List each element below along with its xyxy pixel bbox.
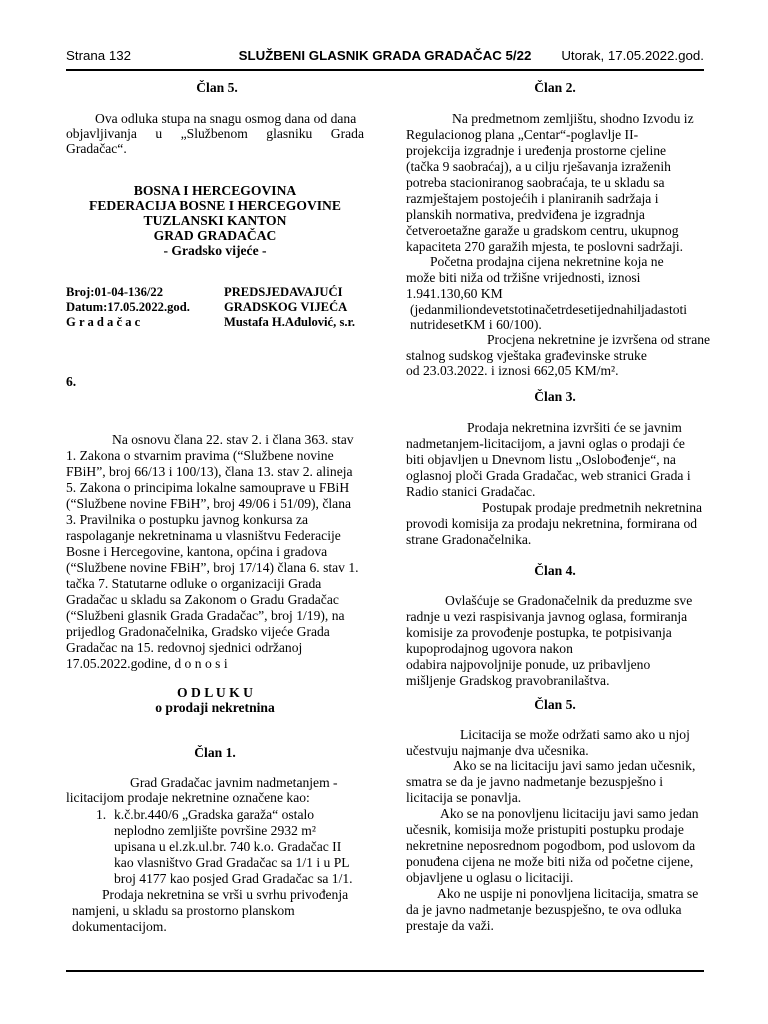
preamble-line: 17.05.2022.godine, d o n o s i bbox=[66, 656, 228, 671]
clan2-price: 1.941.130,60 KM bbox=[406, 286, 503, 301]
preamble-line: prijedlog Gradonačelnika, Gradsko vijeće Grada bbox=[66, 624, 330, 639]
clan2-line: potreba stacioniranog saobraćaja, te u skladu sa bbox=[406, 175, 665, 190]
preamble-line: (“Službeni glasnik Grada Gradačac”, broj 1/19), na bbox=[66, 608, 345, 623]
heading-canton: TUZLANSKI KANTON bbox=[143, 213, 287, 228]
clan5-right-line: objavljene u oglasu o licitaciji. bbox=[406, 870, 574, 885]
clan2-line: nutridesetKM i 60/100). bbox=[410, 317, 542, 332]
heading-country: BOSNA I HERCEGOVINA bbox=[133, 183, 297, 198]
clan4-line: Ovlašćuje se Gradonačelnik da preduzme sve bbox=[445, 593, 693, 608]
page-header bbox=[66, 46, 704, 66]
list-item-line: neplodno zemljište površine 2932 m² bbox=[114, 823, 316, 838]
signature-title: PREDSJEDAVAJUĆI bbox=[224, 285, 343, 299]
clan5-right-line: Ako se na ponovljenu licitaciju javi samo jedan bbox=[440, 806, 699, 821]
clan1-line: licitacijom prodaje nekretnine označene kao: bbox=[66, 790, 310, 805]
document-date: Datum:17.05.2022.god. bbox=[66, 300, 190, 314]
preamble-line: raspolaganje nekretninama u vlasništvu Federacije bbox=[66, 528, 341, 543]
clan5-right-line: Licitacija se može održati samo ako u njoj bbox=[460, 727, 690, 742]
clan3-title: Član 3. bbox=[534, 389, 576, 404]
heading-federation: FEDERACIJA BOSNE I HERCEGOVINE bbox=[89, 198, 341, 213]
clan4-line: kupoprodajnog ugovora nakon bbox=[406, 641, 573, 656]
preamble-line: Gradačac na 15. redovnoj sjednici održanoj bbox=[66, 640, 303, 655]
preamble-line: Bosne i Hercegovine, kantona, općina i gradova bbox=[66, 544, 328, 559]
page-number: Strana 132 bbox=[66, 48, 132, 63]
clan4-line: mišljenje Gradskog pravobranilaštva. bbox=[406, 673, 610, 688]
signature-body: GRADSKOG VIJEĆA bbox=[224, 300, 348, 314]
list-item-line: k.č.br.440/6 „Gradska garaža“ ostalo bbox=[114, 807, 315, 822]
preamble-line: (“Službene novine FBiH”, broj 49/06 i 51/09), člana bbox=[66, 496, 352, 511]
clan2-line: Regulacionog plana „Centar“-poglavlje II- bbox=[406, 127, 639, 142]
preamble-line: 1. Zakona o stvarnim pravima (“Službene novine bbox=[66, 448, 334, 463]
clan2-line: može biti niža od tržišne vrijednosti, iznosi bbox=[406, 270, 641, 285]
clan1-line: Prodaja nekretnina se vrši u svrhu privođenja bbox=[102, 887, 349, 902]
clan2-line: Procjena nekretnine je izvršena od strane bbox=[487, 332, 711, 347]
header-rule bbox=[66, 69, 704, 71]
clan3-line: strane Gradonačelnika. bbox=[406, 532, 532, 547]
clan2-line: razmještajem postojećih i planiranih sadržaja i bbox=[406, 191, 659, 206]
preamble-line: Na osnovu člana 22. stav 2. i člana 363. stav bbox=[112, 432, 354, 447]
heading-city: GRAD GRADAČAC bbox=[153, 228, 277, 243]
footer-rule bbox=[66, 970, 704, 972]
clan2-title: Član 2. bbox=[534, 80, 576, 95]
clan2-line: Na predmetnom zemljištu, shodno Izvodu iz bbox=[452, 111, 694, 126]
list-item-number: 1. bbox=[96, 807, 107, 822]
clan5-line: Ova odluka stupa na snagu osmog dana od dana bbox=[95, 111, 357, 126]
clan5-title: Član 5. bbox=[196, 80, 238, 95]
clan2-line: planskih normativa, predviđena je izgradnja bbox=[406, 207, 645, 222]
clan5-right-line: Ako se na licitaciju javi samo jedan učesnik, bbox=[453, 758, 696, 773]
clan3-line: biti objavljen u Dnevnom listu „Oslobođenje“, na bbox=[406, 452, 676, 467]
clan4-title: Član 4. bbox=[534, 563, 576, 578]
clan5-right-line: licitacija se ponavlja. bbox=[406, 790, 522, 805]
list-item-line: broj 4177 kao posjed Grad Gradačac sa 1/1. bbox=[114, 871, 353, 886]
clan2-line: četveroetažne garaže u gradskom centru, ukupnog bbox=[406, 223, 679, 238]
clan5-right-line: prestaje da važi. bbox=[406, 918, 494, 933]
clan2-line: stalnog sudskog vještaka građevinske struke bbox=[406, 348, 647, 363]
preamble-line: FBiH”, broj 66/13 i 100/13), člana 13. stav 2. alineja bbox=[66, 464, 353, 479]
document-place: G r a d a č a c bbox=[66, 315, 141, 329]
clan5-right-line: da je javno nadmetanje bezuspješno, te ova odluka bbox=[406, 902, 682, 917]
clan3-line: Radio stanici Gradačac. bbox=[406, 484, 536, 499]
clan2-line: (tačka 9 saobraćaj), a u cilju rješavanja izraženih bbox=[406, 159, 671, 174]
document-number: Broj:01-04-136/22 bbox=[66, 285, 164, 299]
clan5-right-line: učesnik, komisija može pristupiti postupku prodaje bbox=[406, 822, 684, 837]
clan1-title: Član 1. bbox=[194, 745, 236, 760]
clan5-right-line: učestvuju najmanje dva učesnika. bbox=[406, 743, 589, 758]
clan3-line: Postupak prodaje predmetnih nekretnina bbox=[482, 500, 703, 515]
clan2-line: projekcija izgradnje i uređenja prostorne cjeline bbox=[406, 143, 667, 158]
clan3-line: oglasnoj ploči Grada Gradačac, web stranici Grada i bbox=[406, 468, 691, 483]
publication-date: Utorak, 17.05.2022.god. bbox=[561, 48, 704, 63]
clan2-line: Početna prodajna cijena nekretnine koja ne bbox=[430, 254, 664, 269]
clan5-right-line: ponuđena cijena ne može biti niža od početne cijene, bbox=[406, 854, 694, 869]
clan4-line: radnje u vezi raspisivanja javnog oglasa, formiranja bbox=[406, 609, 688, 624]
list-item-line: kao vlasništvo Grad Gradačac sa 1/1 i u PL bbox=[114, 855, 350, 870]
clan5-right-title: Član 5. bbox=[534, 697, 576, 712]
list-item-line: upisana u el.zk.ul.br. 740 k.o. Gradačac II bbox=[114, 839, 342, 854]
clan2-line: kapaciteta 270 garažih mjesta, te poslovni sadržaji. bbox=[406, 239, 684, 254]
clan3-line: provodi komisija za prodaju nekretnina, formirana od bbox=[406, 516, 698, 531]
clan5-right-line: Ako ne uspije ni ponovljena licitacija, smatra se bbox=[437, 886, 699, 901]
clan1-line: Grad Gradačac javnim nadmetanjem - bbox=[130, 775, 338, 790]
clan4-line: komisije za provođenje postupka, te potpisivanja bbox=[406, 625, 672, 640]
preamble-line: 3. Pravilnika o postupku javnog konkursa za bbox=[66, 512, 309, 527]
clan2-line: od 23.03.2022. i iznosi 662,05 KM/m². bbox=[406, 363, 619, 378]
heading-council: - Gradsko vijeće - bbox=[163, 243, 267, 258]
section-number: 6. bbox=[66, 374, 77, 389]
preamble-line: tačka 7. Statutarne odluke o organizaciji Grada bbox=[66, 576, 322, 591]
clan5-line: Gradačac“. bbox=[66, 141, 127, 156]
clan5-right-line: smatra se da je javno nadmetanje bezuspješno i bbox=[406, 774, 664, 789]
preamble-line: (“Službene novine FBiH”, broj 17/14) člana 6. stav 1. bbox=[66, 560, 359, 575]
clan5-right-line: nekretnine neposrednom pogodbom, pod uslovom da bbox=[406, 838, 696, 853]
signature-name: Mustafa H.Ađulović, s.r. bbox=[224, 315, 356, 329]
clan1-line: dokumentacijom. bbox=[72, 919, 167, 934]
preamble-line: 5. Zakona o principima lokalne samouprave u FBiH bbox=[66, 480, 350, 495]
clan2-line: (jedanmiliondevetstotinačetrdesetijednahiljadastoti bbox=[410, 302, 688, 317]
clan3-line: nadmetanjem-licitacijom, a javni oglas o prodaji će bbox=[406, 436, 685, 451]
clan3-line: Prodaja nekretnina izvršiti će se javnim bbox=[467, 420, 682, 435]
decision-subtitle: o prodaji nekretnina bbox=[155, 700, 275, 715]
preamble-line: Gradačac u skladu sa Zakonom o Gradu Gradačac bbox=[66, 592, 339, 607]
publication-title: SLUŽBENI GLASNIK GRADA GRADAČAC 5/22 bbox=[238, 48, 532, 63]
clan4-line: odabira najpovoljnije ponude, uz pribavljeno bbox=[406, 657, 651, 672]
clan5-line: objavljivanja u „Službenom glasniku Grada bbox=[66, 126, 364, 141]
decision-title: O D L U K U bbox=[177, 685, 253, 700]
clan1-line: namjeni, u skladu sa prostorno planskom bbox=[72, 903, 295, 918]
